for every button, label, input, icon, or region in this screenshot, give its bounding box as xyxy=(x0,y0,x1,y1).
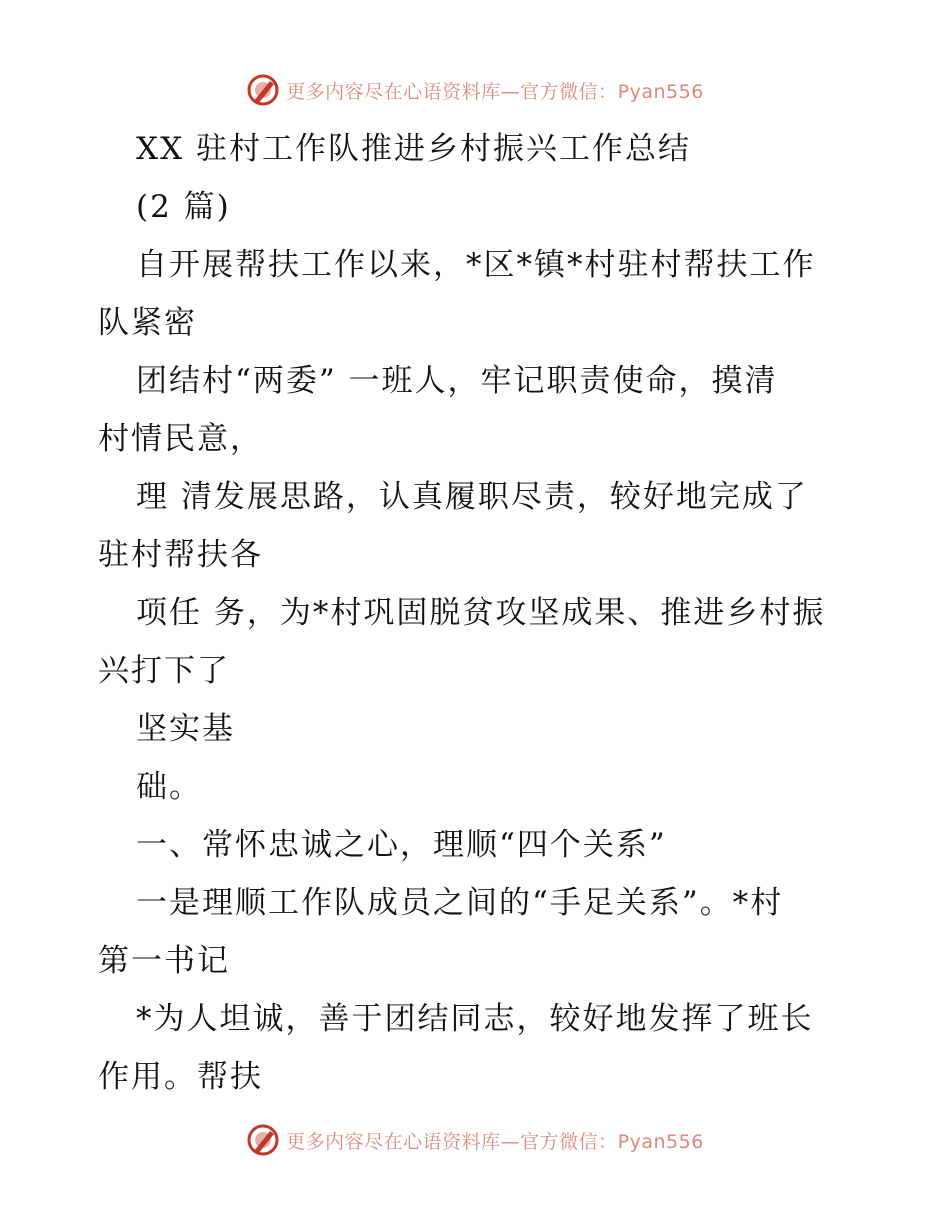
paragraph-line: 第一书记 xyxy=(98,943,230,979)
paragraph-line: 一是理顺工作队成员之间的“手足关系”。*村 xyxy=(136,885,784,921)
paragraph-line: 兴打下了 xyxy=(98,653,230,689)
paragraph-line: 坚实基 xyxy=(136,711,235,747)
doc-title: XX 驻村工作队推进乡村振兴工作总结 xyxy=(136,131,691,167)
paragraph-line: 项任 务，为*村巩固脱贫攻坚成果、推进乡村振 xyxy=(136,595,826,631)
paragraph-line: 驻村帮扶各 xyxy=(98,537,263,573)
paragraph-line: 村情民意， xyxy=(98,421,263,457)
paragraph-line: *为人坦诚，善于团结同志，较好地发挥了班长 xyxy=(136,1001,814,1037)
doc-subtitle: (2 篇) xyxy=(136,189,231,225)
watermark-text: 更多内容尽在心语资料库—官方微信：Pyan556 xyxy=(286,80,704,103)
footer-watermark xyxy=(0,1120,950,1160)
section-heading: 一、常怀忠诚之心，理顺“四个关系” xyxy=(136,827,667,863)
paragraph-line: 队紧密 xyxy=(98,305,197,341)
pen-in-circle-logo-icon xyxy=(246,73,280,107)
paragraph-line: 础。 xyxy=(136,769,202,805)
watermark-text: 更多内容尽在心语资料库—官方微信：Pyan556 xyxy=(286,1130,704,1153)
paragraph-line: 自开展帮扶工作以来，*区*镇*村驻村帮扶工作 xyxy=(136,247,816,283)
document-body xyxy=(98,120,858,1106)
paragraph-line: 团结村“两委” 一班人，牢记职责使命，摸清 xyxy=(136,363,778,399)
header-watermark xyxy=(0,70,950,110)
paragraph-line: 作用。帮扶 xyxy=(98,1059,263,1095)
pen-in-circle-logo-icon xyxy=(246,1123,280,1157)
paragraph-line: 理 清发展思路，认真履职尽责，较好地完成了 xyxy=(136,479,808,515)
